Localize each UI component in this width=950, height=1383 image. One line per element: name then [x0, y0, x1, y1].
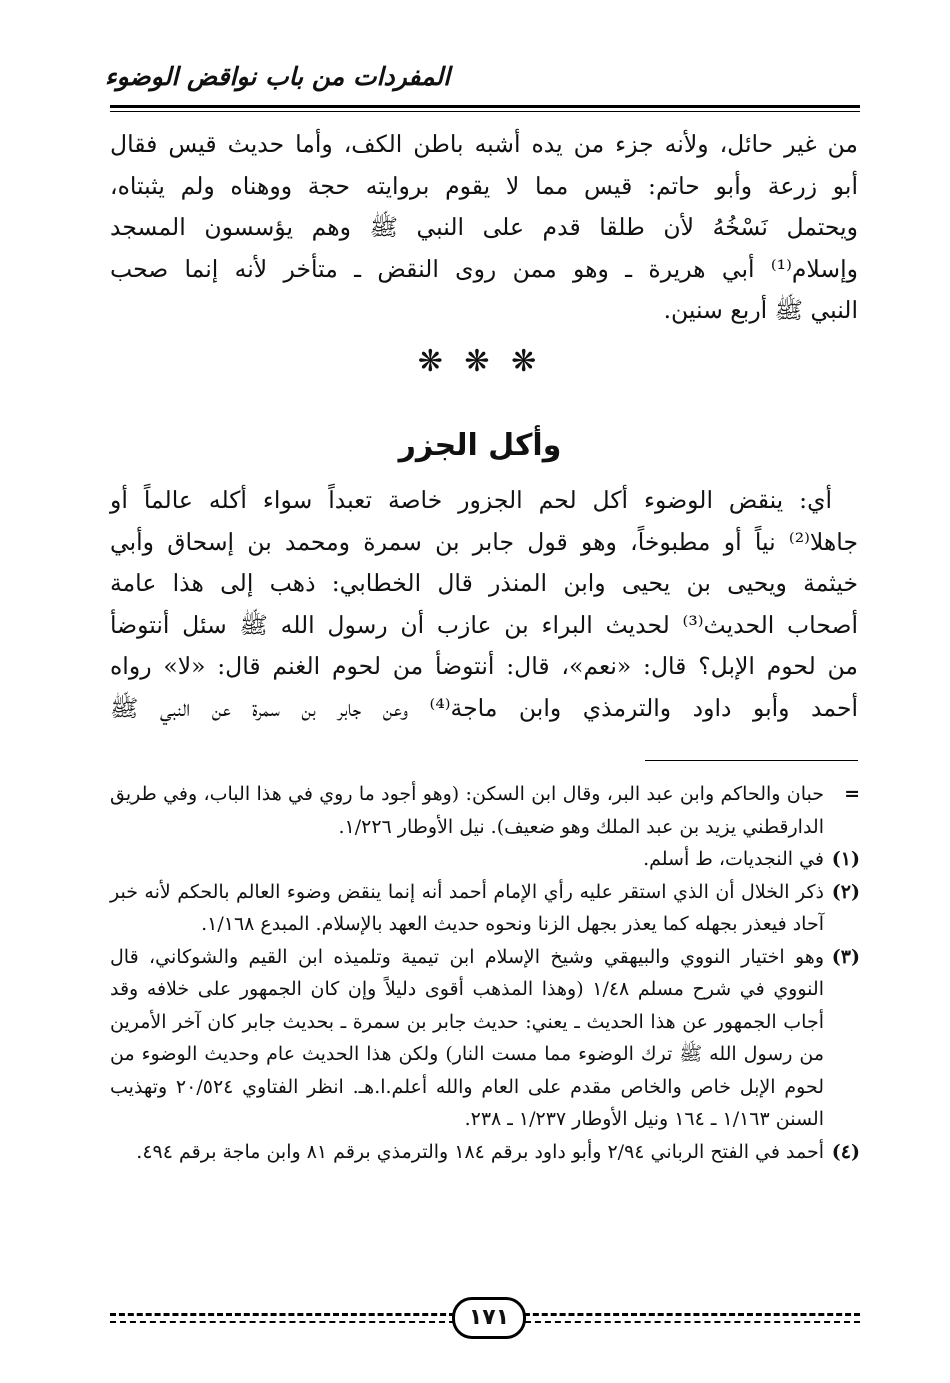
- footnote-text: ذكر الخلال أن الذي استقر عليه رأي الإمام أحمد أنه إنما ينقض وضوء العالم بالحكم لأنه خبر آحاد فيعذر بجهله كما يعذر بجهل الزنا ونحوه حديث العهد بالإسلام. المبدع ١/١٦٨.: [110, 880, 824, 935]
- paragraph-line: أبو زرعة وأبو حاتم: قيس مما لا يقوم بروايته حجة ووهناه ولم يثبتاه،: [110, 171, 858, 200]
- footnote-mark: (١): [831, 848, 860, 870]
- paragraph-line: من لحوم الإبل؟ قال: «نعم»، قال: أنتوضأ من لحوم الغنم قال: «لا» رواه: [110, 652, 858, 680]
- paragraph-line: أحمد وأبو داود والترمذي وابن ماجة⁽⁴⁾ وعن جابر بن سمرة عن النبي ﷺ: [110, 693, 858, 722]
- paragraph-line: أصحاب الحديث⁽³⁾ لحديث البراء بن عازب أن رسول الله ﷺ سئل أنتوضأ: [110, 610, 858, 639]
- section-separator-stars: ❋ ❋ ❋: [417, 344, 543, 379]
- paragraph-line: وإسلام⁽¹⁾ أبي هريرة ـ وهو ممن روى النقض ـ متأخر لأنه إنما صحب: [110, 254, 858, 283]
- footnotes-list: [110, 778, 860, 1168]
- footnote-text: وهو اختيار النووي والبيهقي وشيخ الإسلام ابن تيمية وتلميذه ابن القيم والشوكاني، قال النووي في شرح مسلم ١/٤٨ (وهذا المذهب أقوى دليلاً وإن كان الجمهور على خلافه وقد أجاب الجمهور عن هذا الحديث ـ يعني: حديث جابر بن سمرة ـ بحديث جابر كان آخر الأمرين من رسول الله ﷺ ترك الوضوء مما مست النار) ولكن هذا الحديث عام وحديث الوضوء من لحوم الإبل خاص والخاص مقدم على العام والله أعلم.ا.هـ. انظر الفتاوي ٢٠/٥٢٤ وتهذيب السنن ١/١٦٣ ـ ١٦٤ ونيل الأوطار ١/٢٣٧ ـ ٢٣٨.: [110, 945, 824, 1130]
- footnote-mark: (٣): [831, 945, 860, 968]
- paragraph-line: أي: ينقض الوضوء أكل لحم الجزور خاصة تعبداً سواء أكله عالماً أو: [110, 486, 832, 514]
- paragraph-line: خيثمة ويحيى بن يحيى وابن المنذر قال الخطابي: ذهب إلى هذا عامة: [110, 569, 858, 597]
- footnote-item: [110, 876, 860, 941]
- footnote-item: [110, 778, 860, 843]
- footnote-text: في النجديات، ط أسلم.: [643, 848, 824, 870]
- footnote-mark: (٤): [831, 1140, 860, 1163]
- paragraph-continuation: [110, 124, 858, 332]
- footnote-separator-rule: [645, 760, 858, 761]
- footnote-text: حبان والحاكم وابن عبد البر، وقال ابن السكن: (وهو أجود ما روي في هذا الباب، وفي طريق الدارقطني يزيد بن عبد الملك وهو ضعيف). نيل الأوطار ١/٢٢٦.: [110, 783, 824, 838]
- footer-dashed-rule-left-lower: [110, 1321, 455, 1323]
- header-rule-thin: [110, 111, 860, 112]
- footer-dashed-rule-right-lower: [515, 1321, 860, 1323]
- footnote-item: [110, 941, 860, 1136]
- footnote-item: [110, 843, 860, 876]
- paragraph-line: ويحتمل نَسْخُهُ لأن طلقا قدم على النبي ﷺ وهم يؤسسون المسجد: [110, 213, 858, 241]
- section-heading: وأكل الجزر: [398, 428, 562, 463]
- running-header-title: المفردات من باب نواقض الوضوء: [104, 62, 451, 91]
- footnote-mark: =: [844, 783, 860, 805]
- footnote-item: [110, 1136, 860, 1169]
- paragraph-line: من غير حائل، ولأنه جزء من يده أشبه باطن الكف، وأما حديث قيس فقال: [110, 130, 858, 158]
- header-rule-thick: [110, 105, 860, 108]
- page-number: ١٧١: [452, 1297, 526, 1339]
- footnote-text: أحمد في الفتح الرباني ٢/٩٤ وأبو داود برقم ١٨٤ والترمذي برقم ٨١ وابن ماجة برقم ٤٩٤.: [136, 1140, 824, 1163]
- footnote-mark: (٢): [831, 880, 860, 903]
- footer-dashed-rule-left: [110, 1313, 455, 1316]
- paragraph-main: [110, 480, 858, 729]
- paragraph-line: النبي ﷺ أربع سنين.: [663, 296, 858, 324]
- paragraph-line: جاهلا⁽²⁾ نياً أو مطبوخاً، وهو قول جابر بن سمرة ومحمد بن إسحاق وأبي: [110, 527, 858, 556]
- footer-dashed-rule-right: [515, 1313, 860, 1316]
